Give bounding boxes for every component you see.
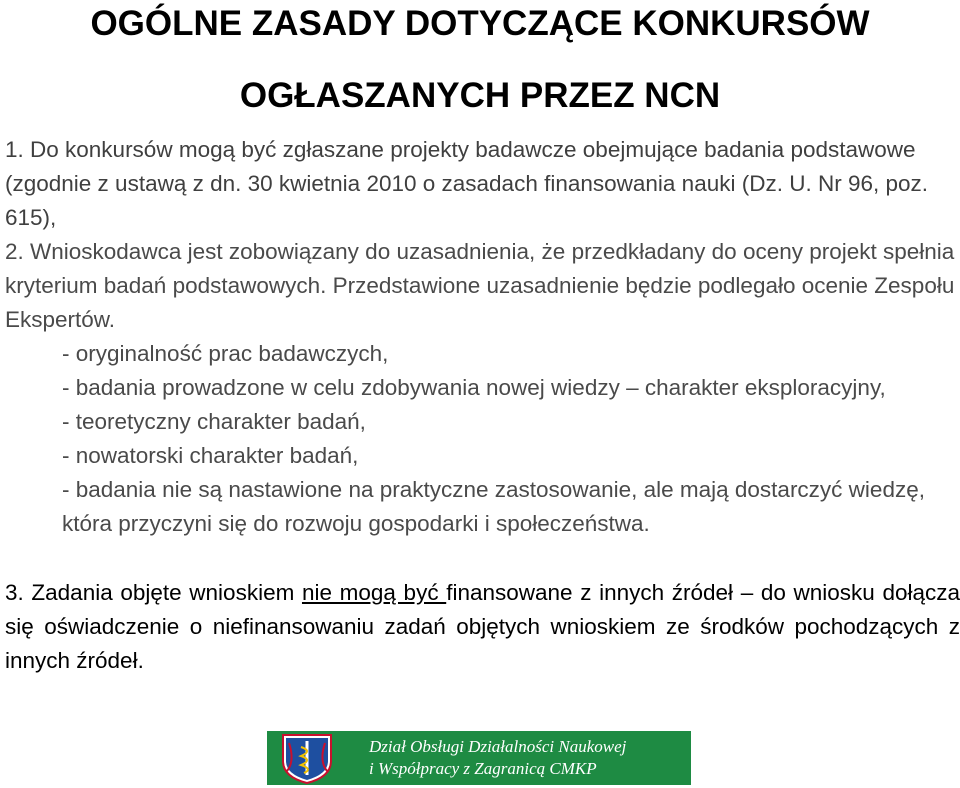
criteria-item: - badania prowadzone w celu zdobywania nowej wiedzy – charakter eksploracyjny,: [62, 375, 886, 400]
cmkp-shield-logo-icon: [267, 731, 347, 785]
footer-text: [347, 736, 626, 780]
page-title-line-2: OGŁASZANYCH PRZEZ NCN: [239, 76, 721, 115]
page-title-line-1: OGÓLNE ZASADY DOTYCZĄCE KONKURSÓW: [90, 4, 870, 43]
rule-3-part-2: finansowane z innych źródeł – do wniosku dołącza się oświadczenie o niefinansowaniu zadań objętych wnioskiem ze środków pochodzących z innych źródeł.: [5, 580, 960, 673]
footer-line-1: Dział Obsługi Działalności Naukowej: [369, 737, 627, 756]
rule-2-text: 2. Wnioskodawca jest zobowiązany do uzasadnienia, że przedkładany do oceny projekt spełnia kryterium badań podstawowych. Przedstawione uzasadnienie będzie podlegało ocenie Zespołu Ekspertów.: [5, 239, 955, 332]
criteria-list: [62, 337, 942, 541]
criteria-item: - badania nie są nastawione na praktyczne zastosowanie, ale mają dostarczyć wiedzę, która przyczyni się do rozwoju gospodarki i społeczeństwa.: [62, 477, 925, 536]
rule-3-text: [5, 576, 960, 678]
criteria-item: - teoretyczny charakter badań,: [62, 409, 366, 434]
rule-3-part-1: 3. Zadania objęte wnioskiem: [5, 580, 302, 605]
criteria-item: - nowatorski charakter badań,: [62, 443, 359, 468]
rule-3-underlined: nie mogą być: [301, 580, 447, 605]
rule-1-text: 1. Do konkursów mogą być zgłaszane projekty badawcze obejmujące badania podstawowe (zgodnie z ustawą z dn. 30 kwietnia 2010 o zasadach finansowania nauki (Dz. U. Nr 96, poz. 615),: [5, 137, 929, 230]
footer-line-2: i Współpracy z Zagranicą CMKP: [369, 759, 597, 778]
criteria-item: - oryginalność prac badawczych,: [62, 341, 389, 366]
footer-banner: [267, 731, 691, 785]
